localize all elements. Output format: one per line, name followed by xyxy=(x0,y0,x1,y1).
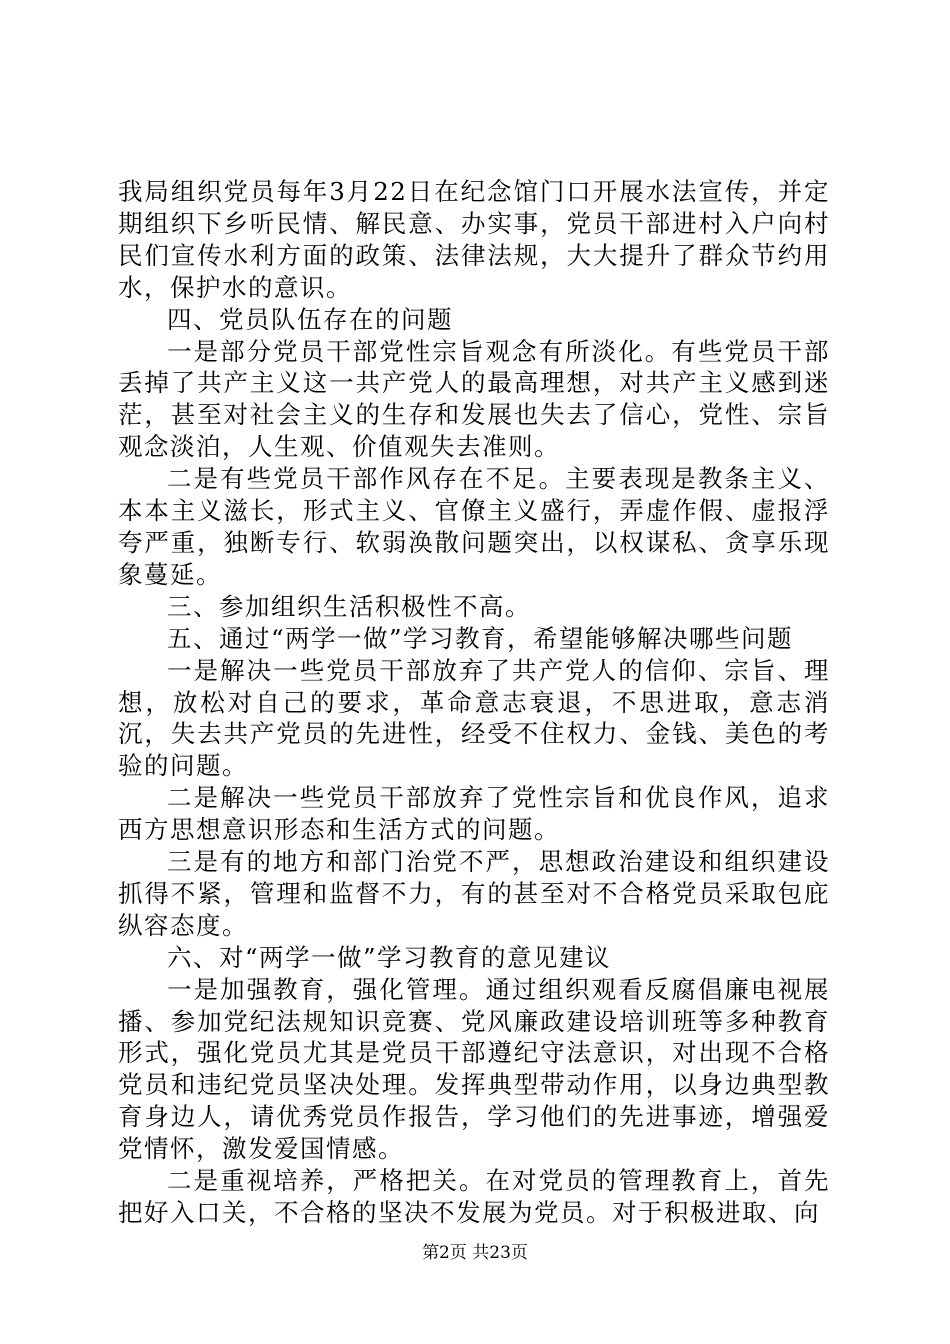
page-number-footer: 第2页 共23页 xyxy=(422,1243,528,1263)
paragraph-solution-1: 一是解决一些党员干部放弃了共产党人的信仰、宗旨、理想，放松对自己的要求，革命意志衰退，不思进取，意志消沉，失去共产党员的先进性，经受不住权力、金钱、美色的考验的问题。 xyxy=(118,655,830,781)
section-heading-suggestions: 六、对“两学一做”学习教育的意见建议 xyxy=(167,942,612,972)
section-heading-expected-solutions: 五、通过“两学一做”学习教育，希望能够解决哪些问题 xyxy=(167,623,794,653)
paragraph-suggestion-1: 一是加强教育，强化管理。通过组织观看反腐倡廉电视展播、参加党纪法规知识竞赛、党风廉政建设培训班等多种教育形式，强化党员尤其是党员干部遵纪守法意识，对出现不合格党员和违纪党员坚决处理。发挥典型带动作用，以身边典型教育身边人，请优秀党员作报告，学习他们的先进事迹，增强爱党情怀，激发爱国情感。 xyxy=(118,974,830,1164)
document-body xyxy=(118,176,830,1229)
paragraph-problem-2: 二是有些党员干部作风存在不足。主要表现是教条主义、本本主义滋长，形式主义、官僚主义盛行，弄虚作假、虚报浮夸严重，独断专行、软弱涣散问题突出，以权谋私、贪享乐现象蔓延。 xyxy=(118,464,830,589)
paragraph-solution-3: 三是有的地方和部门治党不严，思想政治建设和组织建设抓得不紧，管理和监督不力，有的甚至对不合格党员采取包庇纵容态度。 xyxy=(118,847,830,940)
paragraph-water-law-publicity: 我局组织党员每年3月22日在纪念馆门口开展水法宣传，并定期组织下乡听民情、解民意、办实事，党员干部进村入户向村民们宣传水利方面的政策、法律法规，大大提升了群众节约用水，保护水的意识。 xyxy=(118,177,830,302)
paragraph-solution-2: 二是解决一些党员干部放弃了党性宗旨和优良作风，追求西方思想意识形态和生活方式的问题。 xyxy=(118,783,830,845)
paragraph-problem-3: 三、参加组织生活积极性不高。 xyxy=(167,591,531,621)
paragraph-suggestion-2: 二是重视培养，严格把关。在对党员的管理教育上，首先把好入口关，不合格的坚决不发展为党员。对于积极进取、向 xyxy=(118,1166,830,1227)
section-heading-problems: 四、党员队伍存在的问题 xyxy=(167,304,453,334)
paragraph-problem-1: 一是部分党员干部党性宗旨观念有所淡化。有些党员干部丢掉了共产主义这一共产党人的最高理想，对共产主义感到迷茫，甚至对社会主义的生存和发展也失去了信心，党性、宗旨观念淡泊，人生观、价值观失去准则。 xyxy=(118,336,830,462)
